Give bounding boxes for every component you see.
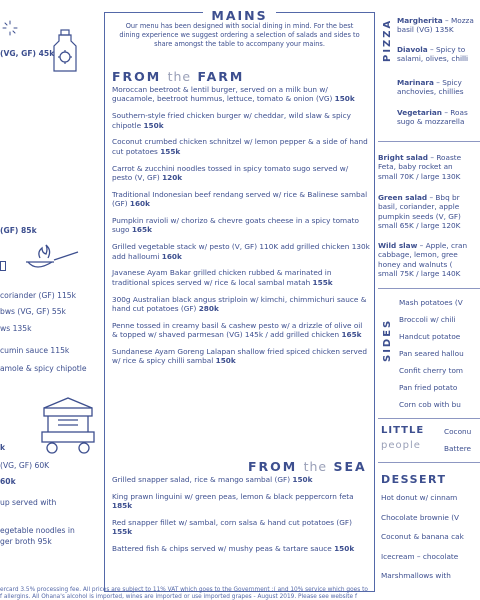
little-divider [378, 462, 480, 463]
farm-item-description: Javanese Ayam Bakar grilled chicken rubbed & marinated in traditional spices served w/ rice & local sambal matah [112, 268, 332, 287]
left-line-soup: up served with [0, 498, 57, 507]
little-item-coconut: Coconu [444, 427, 472, 436]
left-line-noodles: egetable noodles in [0, 526, 75, 535]
sea-item-price: 150k [334, 544, 355, 554]
pizza-marinara: Marinara – Spicy anchovies, chillies [397, 78, 464, 97]
farm-item-description: Southern-style fried chicken burger w/ cheddar, wild slaw & spicy chipotle [112, 111, 351, 130]
footer-notice [0, 587, 480, 600]
sides-divider [378, 418, 480, 419]
side-item: Pan seared hallou [399, 349, 464, 358]
salads-divider [378, 288, 480, 289]
farm-heading: FROM the FARM [112, 69, 245, 84]
left-line-chipotle: amole & spicy chipotle [0, 364, 87, 373]
farm-item-price: 155k [312, 277, 333, 287]
sea-item [112, 475, 370, 484]
farm-item [112, 347, 370, 366]
farm-item [112, 85, 370, 104]
farm-item [112, 295, 370, 314]
dessert-item: Marshmallows with [381, 571, 451, 580]
farm-item [112, 268, 370, 287]
farm-item-description: Moroccan beetroot & lentil burger, served on a milk bun w/ guacamole, beetroot hummus, lettuce, tomato & onion (VG) [112, 85, 335, 104]
left-line-cumin: cumin sauce 115k [0, 346, 70, 355]
sea-item-description: Red snapper fillet w/ sambal, corn salsa & hand cut potatoes (GF) [112, 518, 352, 527]
salad-wild-slaw: Wild slaw – Apple, cran cabbage, lemon, gree honey and walnuts ( small 75K / large 140K [378, 241, 468, 279]
farm-item-price: 165k [341, 330, 362, 340]
pizza-diavola: Diavola – Spicy to salami, olives, chilli [397, 45, 469, 64]
pizza-label: PIZZA [382, 18, 393, 62]
sea-item-price: 185k [112, 501, 133, 511]
dessert-item: Coconut & banana cak [381, 532, 464, 541]
mains-intro: Our menu has been designed with social dining in mind. For the best dining experience we suggest ordering a selection of salads and sides to share amongst the table to accompany your mains. [119, 22, 360, 48]
farm-item-description: Penne tossed in creamy basil & cashew pesto w/ a drizzle of olive oil & topped w/ shaved parmesan (VG) 145k / add grilled chicken [112, 320, 363, 340]
farm-item-price: 165k [131, 225, 152, 235]
sea-heading: FROM the SEA [248, 459, 367, 474]
food-cart-icon [38, 392, 98, 460]
left-line-k: k [0, 443, 6, 452]
little-people-subheading: people [381, 440, 421, 451]
side-item: Mash potatoes (V [399, 298, 463, 307]
farm-item [112, 137, 370, 156]
little-people-heading: LITTLE [381, 425, 425, 436]
side-item: Pan fried potato [399, 383, 458, 392]
left-line-coriander: coriander (GF) 115k [0, 291, 77, 300]
farm-item-price: 150k [215, 356, 236, 366]
farm-item [112, 190, 370, 209]
pizza-margherita: Margherita – Mozza basil (VG) 135K [397, 16, 474, 35]
sea-item-price: 155k [112, 527, 133, 537]
side-item: Handcut potatoe [399, 332, 461, 341]
farm-item [112, 321, 370, 340]
mains-heading: MAINS [105, 5, 374, 24]
mains-section [104, 8, 375, 592]
sparkle-icon [2, 20, 18, 40]
left-line-vg: (VG, GF) 60K [0, 461, 50, 470]
farm-item-description: Traditional Indonesian beef rendang served w/ rice & Balinese sambal (GF) [112, 189, 368, 209]
farm-item [112, 164, 370, 183]
farm-item-price: 160k [129, 199, 150, 209]
footer-line-2: f allergins. All Ohana's alcohol is imported, wines are imported or use imported grapes - August 2019. Please see website f [0, 594, 358, 600]
oven-icon [0, 256, 6, 275]
little-item-battered: Battere [444, 444, 472, 453]
salad-bright: Bright salad – Roaste Feta, baby rocket an small 70K / large 130K [378, 153, 462, 181]
sea-item [112, 544, 370, 553]
farm-item [112, 242, 370, 261]
bottle-icon [50, 28, 80, 78]
left-line-ws: ws 135k [0, 324, 32, 333]
farm-item-list [112, 85, 370, 373]
side-item: Confit cherry tom [399, 366, 464, 375]
sea-item [112, 492, 370, 511]
farm-item [112, 216, 370, 235]
sea-item-list [112, 475, 370, 561]
side-item: Broccoli w/ chili [399, 315, 456, 324]
farm-item-price: 120k [162, 173, 183, 183]
farm-item-price: 155k [160, 146, 181, 156]
dessert-item: Chocolate brownie (V [381, 512, 460, 522]
farm-item-price: 160k [161, 251, 182, 261]
side-item: Corn cob with bu [399, 400, 461, 409]
farm-item-price: 280k [198, 304, 219, 314]
farm-item-price: 150k [334, 94, 355, 104]
sea-item-description: King prawn linguini w/ green peas, lemon & black peppercorn feta [112, 491, 354, 501]
farm-item-price: 150k [143, 120, 164, 130]
left-line-gf: (GF) 85k [0, 226, 37, 235]
sides-label: SIDES [382, 318, 393, 362]
frying-pan-icon [18, 240, 82, 280]
left-line-60k: 60k [0, 477, 16, 486]
dessert-item: Icecream – chocolate [381, 551, 459, 561]
farm-item [112, 111, 370, 130]
footer-line-1: ercard 3.5% processing fee. All prices are subject to 11% VAT which goes to the Government :( and 10% service which goes to [0, 587, 368, 593]
sea-item-price: 150k [292, 475, 313, 484]
farm-item-description: Sundanese Ayam Goreng Lalapan shallow fried spiced chicken served w/ rice & spicy chilli sambal [112, 347, 367, 366]
left-menu-column [0, 0, 104, 600]
sea-item [112, 518, 370, 537]
farm-item-description: Carrot & zucchini noodles tossed in spicy tomato sugo served w/ pesto (V, GF) [112, 163, 349, 183]
sea-item-description: Grilled snapper salad, rice & mango sambal (GF) [112, 475, 293, 484]
left-line-bws: bws (VG, GF) 55k [0, 307, 66, 316]
farm-item-description: Pumpkin ravioli w/ chorizo & chevre goats cheese in a spicy tomato sugo [112, 216, 359, 235]
pizza-divider [378, 141, 480, 142]
salad-green: Green salad – Bbq br basil, coriander, apple pumpkin seeds (V, GF) small 65K / large 120K [378, 193, 461, 231]
sea-item-description: Battered fish & chips served w/ mushy peas & tartare sauce [112, 544, 335, 554]
pizza-vegetarian: Vegetarian – Roas sugo & mozzarella [397, 108, 468, 127]
right-menu-column [378, 0, 480, 600]
left-line-top: (VG, GF) 45k [0, 49, 55, 58]
farm-item-description: 300g Australian black angus striploin w/ kimchi, chimmichuri sauce & hand cut potatoes (GF) [112, 294, 367, 314]
dessert-item: Hot donut w/ cinnam [381, 493, 458, 502]
left-line-broth: ger broth 95k [0, 537, 52, 546]
farm-item-description: Coconut crumbed chicken schnitzel w/ lemon pepper & a side of hand cut potatoes [112, 137, 368, 156]
dessert-heading: DESSERT [381, 473, 447, 486]
farm-item-description: Grilled vegetable stack w/ pesto (V, GF) 110K add grilled chicken 130k add halloumi [112, 242, 370, 261]
